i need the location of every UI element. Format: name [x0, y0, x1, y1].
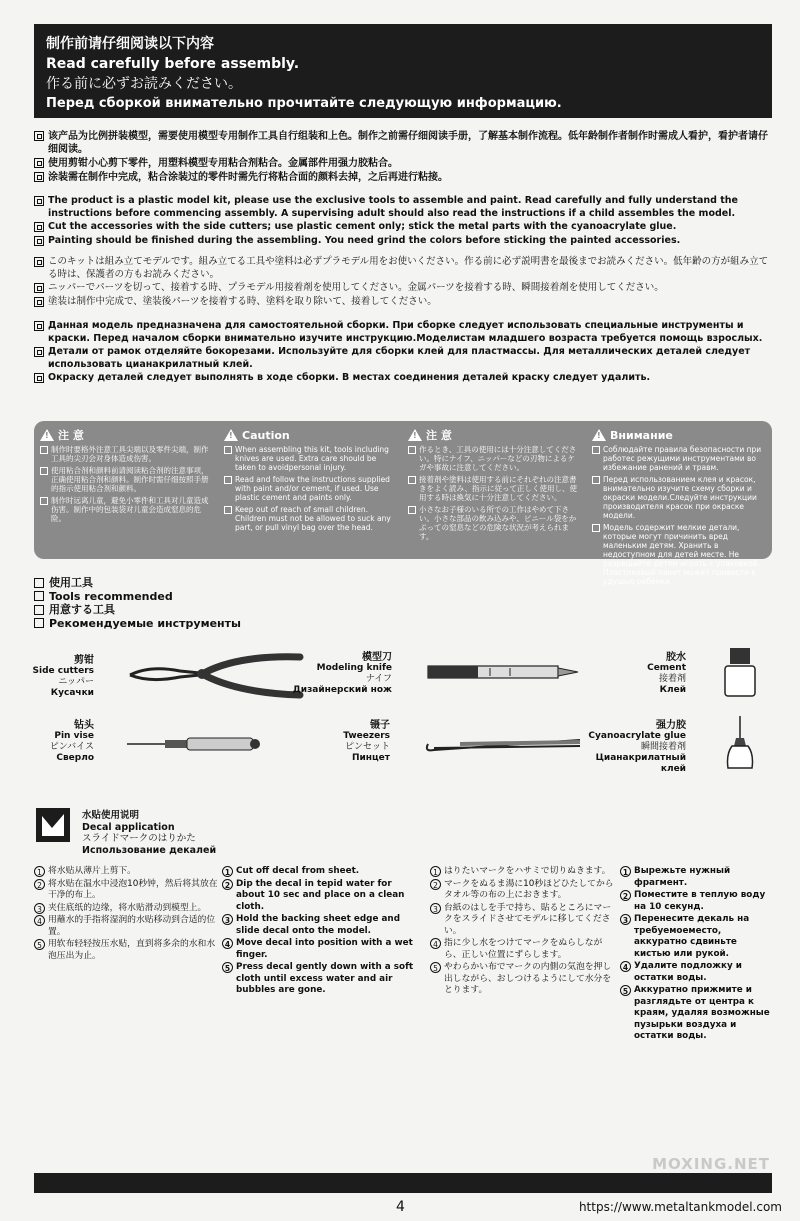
bullet-icon	[34, 347, 44, 357]
bullet-icon	[224, 476, 232, 484]
caution-box	[34, 421, 772, 586]
cement-bottle-icon	[720, 646, 760, 698]
header-title-en: Read carefully before assembly.	[46, 56, 300, 72]
bullet-icon	[34, 283, 44, 293]
decal-steps-ru: 1 Вырежьте нужный фрагмент. 2 Поместите в теплую воду на 10 секунд. 3 Перенесите декаль на требуемоеместо, аккуратно сдвиньте кистью или рукой. 4 Удалите подложку и остатки воды. 5 Аккуратно прижмите и разглядьте от центра к краям, удаляя возможные пузырьки воздуха и остатки воды.	[620, 866, 772, 1044]
footer-bar	[34, 1173, 772, 1193]
bullet-icon	[34, 618, 44, 628]
bullet-icon	[592, 524, 600, 532]
bullet-icon	[408, 506, 416, 514]
tools-title: 使用工具 Tools recommended 用意する工具 Рекомендуемые инструменты	[34, 576, 241, 630]
bullet-icon	[34, 158, 44, 168]
tool-tweezers-label: 镊子 Tweezers ピンセット Пинцет	[343, 720, 390, 763]
tool-modeling-knife-label: 模型刀 Modeling knife ナイフ Дизайнерский нож	[292, 652, 392, 695]
source-url[interactable]: https://www.metaltankmodel.com	[578, 1200, 782, 1214]
warning-icon	[224, 429, 238, 441]
tool-cyanoacrylate-label: 强力胶 Cyanoacrylate glue 瞬間接着剤 Цианакрилатный клей	[588, 720, 686, 774]
bullet-icon	[34, 297, 44, 307]
header-title-zh: 制作前请仔细阅读以下内容	[46, 36, 214, 52]
bullet-icon	[34, 131, 44, 141]
bullet-icon	[224, 506, 232, 514]
bullet-icon	[34, 236, 44, 246]
decal-steps-zh: 1 将水贴从薄片上剪下。 2 将水贴在温水中浸泡10秒钟，然后将其放在干净的布上。 3 夹住底纸的边缘，将水贴滑动到模型上。 4 用蘸水的手指将湿润的水贴移动到合适的位置。 5 用软布轻轻按压水贴，直到将多余的水和水泡压出为止。	[34, 866, 220, 963]
page-number: 4	[396, 1199, 405, 1215]
decal-steps-en: 1 Cut off decal from sheet. 2 Dip the decal in tepid water for about 10 sec and place on a clean cloth. 3 Hold the backing sheet edge and slide decal onto the model. 4 Move decal into position with a wet finger. 5 Press decal gently down with a soft cloth until excess water and air bubbles are gone.	[222, 866, 422, 998]
glue-bottle-icon	[722, 714, 758, 772]
intro-ja: このキットは組み立てモデルです。組み立てる工具や塗料は必ずプラモデル用をお使いください。作る前に必ず説明書を最後までお読みください。低年齢の方が組み立てる時は、保護者の方もお読みください。 ニッパーでパーツを切って、接着する時、プラモデル用接着剤を使用してください。金属パーツを接着する時、瞬間接着剤を使用してください。 塗装は制作中完成で、塗装後パーツを接着する時、塗料を取り除いて、接着してください。	[34, 256, 772, 309]
warning-icon	[408, 429, 422, 441]
caution-col-ru: ! Внимание Соблюдайте правила безопасности при работес режущими инструментами во избежание ранений и травм. Перед использованием клея и красок, внимательно изучите схему сборки и окраски модели.Следуйте инструкции производителя красок при окраске модели. Модель содержит мелкие детали, которые могут причинить вред маленьким детям. Хранить в недоступном для детей месте. Не разрешайте детям играть с упаковкой. Пластиковый пакет может привести к удушью ребенка.	[592, 429, 764, 589]
warning-icon	[592, 429, 606, 441]
bullet-icon	[34, 591, 44, 601]
bullet-icon	[34, 196, 44, 206]
bullet-icon	[34, 172, 44, 182]
header-title-ja: 作る前に必ずお読みください。	[46, 76, 242, 92]
bullet-icon	[34, 578, 44, 588]
bullet-icon	[34, 605, 44, 615]
bullet-icon	[592, 476, 600, 484]
bullet-icon	[34, 321, 44, 331]
bullet-icon	[592, 446, 600, 454]
tool-side-cutters-label: 剪钳 Side cutters ニッパー Кусачки	[32, 655, 94, 698]
bullet-icon	[224, 446, 232, 454]
bullet-icon	[40, 467, 48, 475]
bullet-icon	[34, 257, 44, 267]
decal-heading: 水贴使用说明 Decal application スライドマークのはりかた Использование декалей	[82, 810, 217, 856]
bullet-icon	[40, 446, 48, 454]
bullet-icon	[34, 373, 44, 383]
header-title-ru: Перед сборкой внимательно прочитайте следующую информацию.	[46, 96, 562, 111]
bullet-icon	[408, 476, 416, 484]
intro-zh: 该产品为比例拼装模型，需要使用模型专用制作工具自行组装和上色。制作之前需仔细阅读手册，了解基本制作流程。低年龄制作者制作时需成人看护，看护者请仔细阅读。 使用剪钳小心剪下零件，用塑料模型专用粘合剂粘合。金属部件用强力胶粘合。 涂装需在制作中完成，粘合涂装过的零件时需先行将粘合面的颜料去掉，之后再进行粘接。	[34, 130, 772, 185]
tool-cement-label: 胶水 Cement 接着剤 Клей	[647, 652, 686, 695]
watermark: MOXING.NET	[652, 1155, 770, 1173]
modeling-knife-icon	[420, 660, 580, 684]
bullet-icon	[40, 497, 48, 505]
tool-pin-vise-label: 钻头 Pin vise ピンバイス Сверло	[49, 720, 94, 763]
header-banner	[34, 24, 772, 118]
caution-col-zh: ! 注 意 制作时要格外注意工具尖端以及零件尖端，制作工具的尖刃会对身体造成伤害。 使用粘合剂和颜料前请阅读粘合剂的注意事项，正确使用粘合剂和颜料。制作时需仔细按照手册的指示使用粘合剂和颜料。 制作时远离儿童，避免小零件和工具对儿童造成伤害。制作中的包装袋对儿童会造成窒息的危险。	[40, 429, 212, 526]
intro-en: The product is a plastic model kit, please use the exclusive tools to assemble and paint. Read carefully and fully understand the instructions before commencing assembly. A supervising adult should also read the instructions if a child assembles the model. Cut the accessories with the side cutters; use plastic cement only; stick the metal parts with the cyanoacrylate glue. Painting should be finished during the assembling. You need grind the colors before sticking the painted accessories.	[34, 195, 772, 248]
caution-col-ja: ! 注 意 作るとき、工具の使用には十分注意してください。特にナイフ、ニッパーなどの刃物によるケガや事故に注意してください。 接着剤や塗料は使用する前にそれぞれの注意書きをよく読み、指示に従って正しく使用し、使用する時は換気に十分注意してください。 小さなお子様のいる所での工作はやめて下さい。小さな部品の飲み込みや、ビニール袋をかぶっての窒息などの危険な状況が考えられます。	[408, 429, 580, 544]
side-cutters-icon	[120, 645, 310, 705]
intro-ru: Данная модель предназначена для самостоятельной сборки. При сборке следует использовать специальные инструменты и краски. Перед началом сборки внимательно изучите инструкцию.Моделистам младшего возраста требуется помощь взрослых. Детали от рамок отделяйте бокорезами. Используйте для сборки клей для пластмассы. Для металлических деталей следует использовать цианакрилатный клей. Окраску деталей следует выполнять в ходе сборки. В местах соединения деталей краску следует удалить.	[34, 320, 772, 386]
bullet-icon	[34, 222, 44, 232]
bullet-icon	[408, 446, 416, 454]
pin-vise-icon	[125, 734, 265, 754]
decal-steps-ja: 1 はりたいマークをハサミで切りぬきます。 2 マークをぬるま湯に10秒ほどひたしてからタオル等の布の上におきます。 3 台紙のはしを手で持ち、貼るところにマークをスライドさせてモデルに移してください。 4 指に少し水をつけてマークをぬらしながら、正しい位置にずらします。 5 やわらかい布でマークの内側の気泡を押し出しながら、おしつけるようにして水分をとります。	[430, 866, 616, 998]
warning-icon	[40, 429, 54, 441]
decal-icon	[36, 808, 70, 842]
caution-col-en: ! Caution When assembling this kit, tools including knives are used. Extra care should be taken to avoidpersonal injury. Read and follow the instructions supplied with paint and/or cement, if used. Use plastic cement and paints only. Keep out of reach of small children. Children must not be allowed to suck any part, or pull vinyl bag over the head.	[224, 429, 396, 535]
tweezers-icon	[420, 730, 590, 760]
